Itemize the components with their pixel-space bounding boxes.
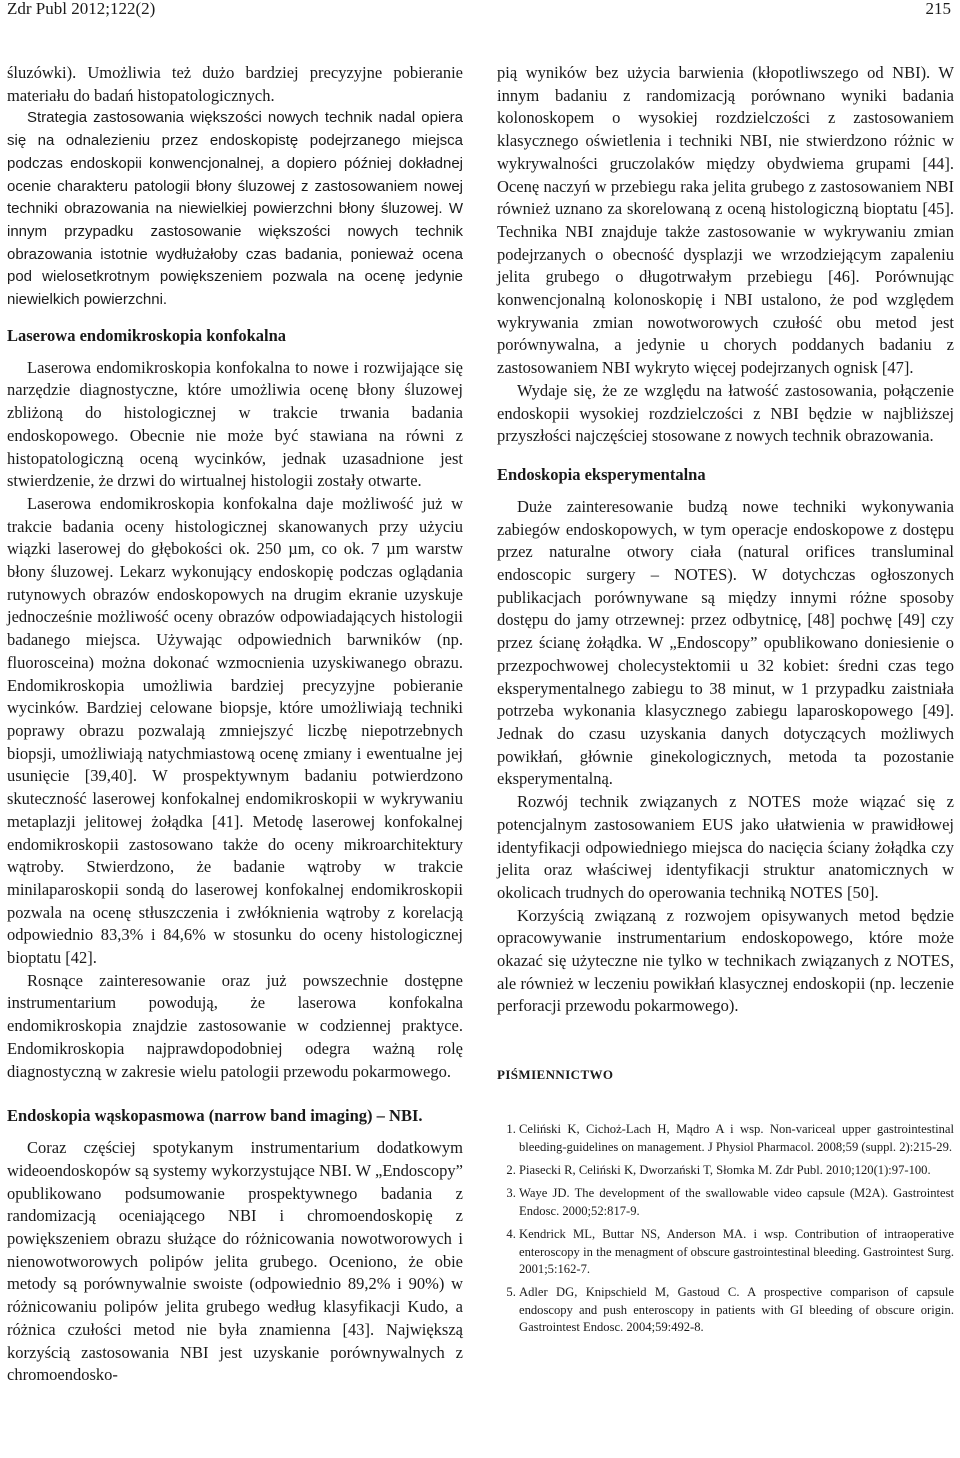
- reference-list: [497, 1121, 954, 1336]
- section-heading-nbi: Endoskopia wąskopasmowa (narrow band imaging) – NBI.: [7, 1106, 423, 1126]
- right-column: [497, 62, 954, 1343]
- references-heading: PIŚMIENNICTWO: [497, 1067, 614, 1083]
- left-column: [7, 62, 463, 1387]
- reference-item: 2. Piasecki R, Celiński K, Dworzański T, Słomka M. Zdr Publ. 2010;120(1):97-100.: [519, 1162, 954, 1179]
- paragraph: Duże zainteresowanie budzą nowe techniki wykonywania zabiegów endoskopowych, w tym operacje endoskopowe z dostępu przez naturalne otwory ciała (natural orifices transluminal endoscopic surgery – NOTES). W dotychczas ogłoszonych publikacjach porównywane są między innymi różne sposoby dostępu do jamy otrzewnej: przez odbytnicę, [48] pochwę [49] czy przez ścianę żołądka. W „Endoscopy” opublikowano doniesienie o przezpochwowej cholecystektomii u 32 kobiet: średni czas tego eksperymentalnego zabiegu to 38 minut, w 1 przypadku zaistniała potrzeba wykonania klasycznego zabiegu laparoskopowego [49]. Jednak do czasu uzyskania danych dotyczących możliwych powikłań, głównie ginekologicznych, metoda ta pozostanie eksperymentalną.: [497, 496, 954, 789]
- paragraph: Coraz częściej spotykanym instrumentarium dodatkowym wideoendoskopów są systemy wykorzystujące NBI. W „Endoscopy” opublikowano podsumowanie prospektywnego badania z randomizacją oceniającego NBI i chromoendoskopię z powiększeniem obrazu służące do różnicowania nowotworowych i nienowotworowych polipów jelita grubego. Oceniono, że obie metody są porównywalnie swoiste (odpowiednio 89,2% i 90%) w różnicowaniu polipów jelita grubego według klasyfikacji Kudo, a różnica czułości metod nie była znamienna [43]. Największą korzyścią zastosowania NBI jest uzyskanie porównywalnych z chromoendosko-: [7, 1138, 463, 1385]
- paragraph: Korzyścią związaną z rozwojem opisywanych metod będzie opracowywanie instrumentarium endoskopowego, które może okazać się użyteczne nie tylko w technikach związanych z NOTES, ale również w leczeniu powikłań klasycznej endoskopii (np. leczenie perforacji przewodu pokarmowego).: [497, 905, 954, 1016]
- reference-item: 5. Adler DG, Knipschield M, Gastoud C. A prospective comparison of capsule endoscopy and push enteroscopy in patients with GI bleeding of obscure origin. Gastrointest Endosc. 2004;59:492-8.: [519, 1284, 954, 1336]
- paragraph: śluzówki). Umożliwia też dużo bardziej precyzyjne pobieranie materiału do badań histopatologicznych.: [7, 63, 463, 105]
- reference-item: 1. Celiński K, Cichoż-Lach H, Mądro A i wsp. Non-variceal upper gastrointestinal bleeding-guidelines on management. J Physiol Pharmacol. 2008;59 (suppl. 2):215-29.: [519, 1121, 954, 1156]
- paragraph: Laserowa endomikroskopia konfokalna daje możliwość już w trakcie badania oceny histologicznej skanowanych przy użyciu wiązki laserowej do głębokości ok. 250 µm, co ok. 7 µm warstw błony śluzowej. Lekarz wykonujący endoskopię podczas oglądania rutynowych obrazów endoskopowych na drugim ekranie uzyskuje jednocześnie możliwość oceny obrazów odpowiadających histologii badanego miejsca. Używając odpowiednich barwników (np. fluorosceina) można dokonać wzmocnienia uzyskiwanego obrazu. Endomikroskopia umożliwia bardziej precyzyjne pobieranie wycinków. Bardziej celowane biopsje, które umożliwiają techniki poprawy obrazu pozwalają zmniejszyć liczbę niepotrzebnych biopsji, umożliwiają natychmiastową ocenę zmiany i ewentualne jej usunięcie [39,40]. W prospektywnym badaniu potwierdzono skuteczność laserowej konfokalnej endomikroskopii w wykrywaniu metaplazji jelitowej żołądka [41]. Metodę laserowej konfokalnej endomikroskopii zastosowano także do oceny mikroarchitektury wątroby. Stwierdzono, że badanie wątroby w trakcie minilaparoskopii sondą do laserowej konfokalnej endomikroskopii pozwala na ocenę stłuszczenia i zwłóknienia wątroby z korelacją odpowiednio 83,3% i 84,6% w stosunku do oceny histologicznej bioptatu [42].: [7, 493, 463, 968]
- reference-item: 3. Waye JD. The development of the swallowable video capsule (M2A). Gastrointest Endosc. 2000;52:817-9.: [519, 1185, 954, 1220]
- paragraph: Laserowa endomikroskopia konfokalna to nowe i rozwijające się narzędzie diagnostyczne, które umożliwia ocenę błony śluzowej zbliżoną do histologicznej w trakcie trwania badania endoskopowego. Obecnie nie może być stawiana na równi z histopatologiczną oceną wycinków, jednak uzasadnione jest stwierdzenie, że drzwi do wirtualnej histologii zostały otwarte.: [7, 357, 463, 491]
- journal-citation: Zdr Publ 2012;122(2): [7, 0, 156, 18]
- page-number: 215: [925, 0, 951, 18]
- paragraph: Rozwój technik związanych z NOTES może wiązać się z potencjalnym zastosowaniem EUS jako ułatwienia w prawidłowej identyfikacji odpowiedniego miejsca do nacięcia ściany żołądka czy jelita oraz właściwej identyfikacji struktur anatomicznych w okolicach trudnych do operowania techniką NOTES [50].: [497, 792, 954, 902]
- paragraph: pią wyników bez użycia barwienia (kłopotliwszego od NBI). W innym badaniu z randomizacją porównano wyniki badania kolonoskopem o wysokiej rozdzielczości z zastosowaniem klasycznego oświetlenia i techniki NBI, nie stwierdzono różnic w wykrywalności gruczolaków między obydwiema grupami [44]. Ocenę naczyń w przebiegu raka jelita grubego z zastosowaniem NBI również uznano za skorelowaną z oceną histologiczną bioptatu [45]. Technika NBI znajduje także zastosowanie w wykrywaniu zmian podejrzanych o obecność dysplazji we wrzodziejącym zapaleniu jelita grubego o długotrwałym przebiegu [46]. Porównując konwencjonalną kolonoskopię i NBI ustalono, że pod względem wykrywania zmian nowotworowych czułość obu metod jest porównywalna, a jedynie u chorych poddanych badaniu z zastosowaniem NBI wykryto więcej podejrzanych ognisk [47].: [497, 63, 954, 378]
- section-heading-laser: Laserowa endomikroskopia konfokalna: [7, 325, 287, 345]
- paragraph: Wydaje się, że ze względu na łatwość zastosowania, połączenie endoskopii wysokiej rozdzielczości z NBI będzie w najbliższej przyszłości najczęściej stosowane z nowych technik obrazowania.: [497, 380, 954, 446]
- reference-item: 4. Kendrick ML, Buttar NS, Anderson MA. i wsp. Contribution of intraoperative enteroscopy in the menagment of obscure gastrointestinal bleeding. Gastrointest Surg. 2001;5:162-7.: [519, 1226, 954, 1278]
- paragraph: Rosnące zainteresowanie oraz już powszechnie dostępne instrumentarium powodują, że laserowa konfokalna endomikroskopia znajdzie zastosowanie w codziennej praktyce. Endomikroskopia najprawdopodobniej odegra ważną rolę diagnostyczną w zakresie wielu patologii przewodu pokarmowego.: [7, 970, 463, 1081]
- paragraph: Strategia zastosowania większości nowych technik nadal opiera się na odnalezieniu przez endoskopistę podejrzanego miejsca podczas endoskopii konwencjonalnej, a dopiero później dokładnej ocenie charakteru patologii błony śluzowej z zastosowaniem nowej techniki obrazowania na niewielkiej powierzchni błony śluzowej. W innym przypadku zastosowanie większości nowych technik obrazowania istotnie wydłużałoby czas badania, ponieważ ocena pod wielosetkrotnym powiększeniem pozwala na ocenę jedynie niewielkich powierzchni.: [7, 109, 463, 309]
- section-heading-experimental: Endoskopia eksperymentalna: [497, 464, 706, 484]
